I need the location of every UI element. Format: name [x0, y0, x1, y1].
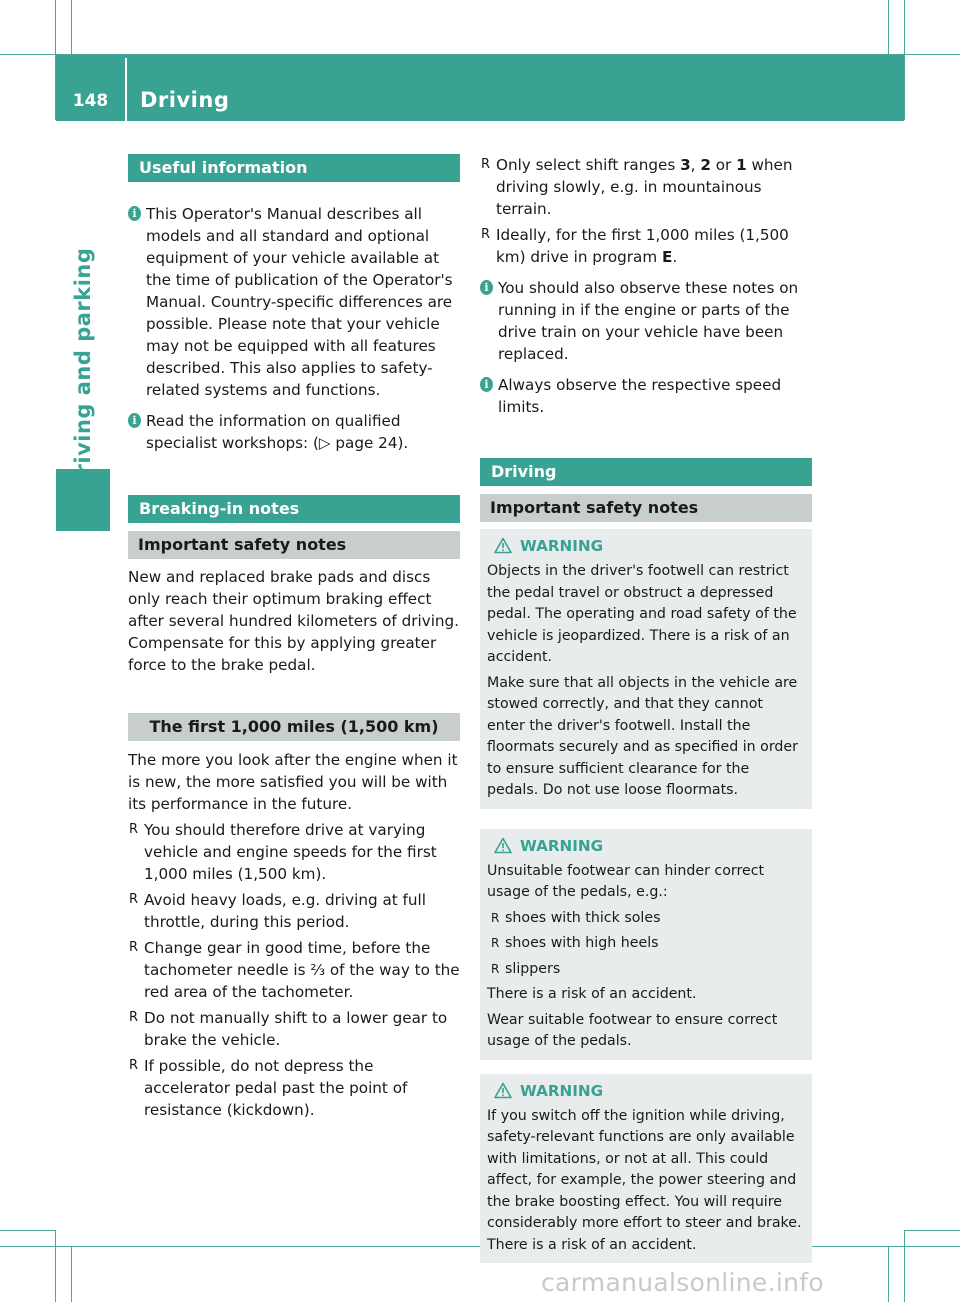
subsection-heading-safety: Important safety notes	[480, 494, 812, 522]
info-note	[128, 203, 460, 401]
section-heading-useful-information: Useful information	[128, 154, 460, 182]
bullet-list	[480, 154, 812, 268]
info-icon: i	[480, 280, 493, 295]
text-run: Only select shift ranges	[496, 156, 681, 174]
warning-text: Objects in the driver's footwell can restrict the pedal travel or obstruct a depressed pedal. The operating and road safety of the vehicle is jeopardized. There is a risk of an accident.	[487, 563, 797, 665]
warning-bullet-list	[487, 908, 805, 981]
warning-title	[487, 1080, 805, 1102]
page-title: Driving	[140, 88, 230, 112]
warning-text: There is a risk of an accident.	[487, 986, 697, 1002]
info-icon: i	[480, 377, 493, 392]
text-run: ,	[690, 156, 701, 174]
warning-box	[480, 1074, 812, 1264]
list-item: R Avoid heavy loads, e.g. driving at full throttle, during this period.	[128, 889, 460, 933]
list-item: R Do not manually shift to a lower gear to brake the vehicle.	[128, 1007, 460, 1051]
bullet-list	[128, 819, 460, 1121]
info-icon: i	[128, 413, 141, 428]
section-heading-driving: Driving	[480, 458, 812, 486]
warning-title	[487, 535, 805, 557]
crop-mark	[71, 1246, 72, 1302]
text-run: Ideally, for the first 1,000 miles (1,500 km) drive in program	[496, 226, 789, 266]
paragraph: The more you look after the engine when it is new, the more satisfied you will be with its performance in the future.	[128, 751, 458, 813]
side-tab-label: Driving and parking	[71, 247, 95, 493]
shift-range: 1	[736, 156, 747, 174]
warning-text: Make sure that all objects in the vehicle are stowed correctly, and that they cannot enter the driver's footwell. Install the floormats securely and as specified in order to ensure sufficient clearance for the pedals. Do not use loose floormats.	[487, 674, 798, 798]
paragraph: New and replaced brake pads and discs only reach their optimum braking effect after several hundred kilometers of driving. Compensate for this by applying greater force to the brake pedal.	[128, 568, 460, 674]
shift-range: 3	[680, 156, 691, 174]
crop-mark	[0, 1230, 56, 1231]
text-run: when driving slowly, e.g. in mountainous terrain.	[496, 156, 793, 218]
warning-triangle-icon	[494, 837, 512, 854]
right-column	[480, 154, 812, 1263]
header-divider	[125, 58, 127, 121]
crop-mark	[904, 1230, 960, 1231]
subsection-heading-safety: Important safety notes	[128, 531, 460, 559]
text-run: .	[672, 248, 678, 266]
warning-label: WARNING	[520, 1081, 604, 1100]
shift-range: 2	[700, 156, 711, 174]
list-item	[480, 154, 812, 220]
warning-box	[480, 829, 812, 1060]
info-icon: i	[128, 206, 141, 221]
info-note-text: Read the information on qualified specialist workshops: (▷ page 24).	[146, 412, 409, 452]
list-item: R You should therefore drive at varying vehicle and engine speeds for the first 1,000 miles (1,500 km).	[128, 819, 460, 885]
info-note-text: Always observe the respective speed limits.	[498, 376, 782, 416]
watermark: carmanualsonline.info	[541, 1268, 824, 1297]
warning-triangle-icon	[494, 1082, 512, 1099]
warning-label: WARNING	[520, 537, 604, 555]
crop-mark	[888, 0, 889, 56]
warning-triangle-icon	[494, 537, 512, 554]
section-heading-breaking-in: Breaking-in notes	[128, 495, 460, 523]
crop-mark	[888, 1246, 889, 1302]
info-note	[480, 374, 812, 418]
subsection-heading-first-miles: The first 1,000 miles (1,500 km)	[128, 713, 460, 741]
list-item: R shoes with high heels	[487, 933, 805, 955]
crop-mark	[71, 0, 72, 56]
info-note	[480, 277, 812, 365]
list-item: R slippers	[487, 959, 805, 981]
text-run: or	[710, 156, 737, 174]
warning-text: Wear suitable footwear to ensure correct usage of the pedals.	[487, 1011, 778, 1049]
program-letter: E	[661, 248, 673, 266]
warning-box	[480, 529, 812, 809]
info-note-text: You should also observe these notes on running in if the engine or parts of the drive train on your vehicle have been replaced.	[498, 279, 799, 363]
warning-text: If you switch off the ignition while driving, safety-relevant functions are only available with limitations, or not at all. This could affect, for example, the power steering and the brake boosting effect. You will require considerably more effort to steer and brake. There is a risk of an accident.	[487, 1107, 802, 1253]
crop-mark	[904, 0, 905, 120]
warning-label: WARNING	[520, 836, 604, 855]
page-number: 148	[72, 91, 109, 111]
crop-mark	[55, 1230, 56, 1302]
left-column	[128, 154, 460, 1121]
list-item: R Change gear in good time, before the tachometer needle is ⅔ of the way to the red area of the tachometer.	[128, 937, 460, 1003]
warning-text: Unsuitable footwear can hinder correct usage of the pedals, e.g.:	[487, 862, 765, 900]
crop-mark	[904, 1230, 905, 1302]
list-item	[480, 224, 812, 268]
warning-title	[487, 835, 805, 857]
info-note	[128, 410, 460, 454]
list-item: R shoes with thick soles	[487, 908, 805, 930]
info-note-text: This Operator's Manual describes all models and all standard and optional equipment of your vehicle available at the time of publication of the Operator's Manual. Country-specific differences are possible. Please note that your vehicle may not be equipped with all features described. This also applies to safety-related systems and functions.	[146, 205, 453, 399]
list-item: R If possible, do not depress the accelerator pedal past the point of resistance (kickdown).	[128, 1055, 460, 1121]
